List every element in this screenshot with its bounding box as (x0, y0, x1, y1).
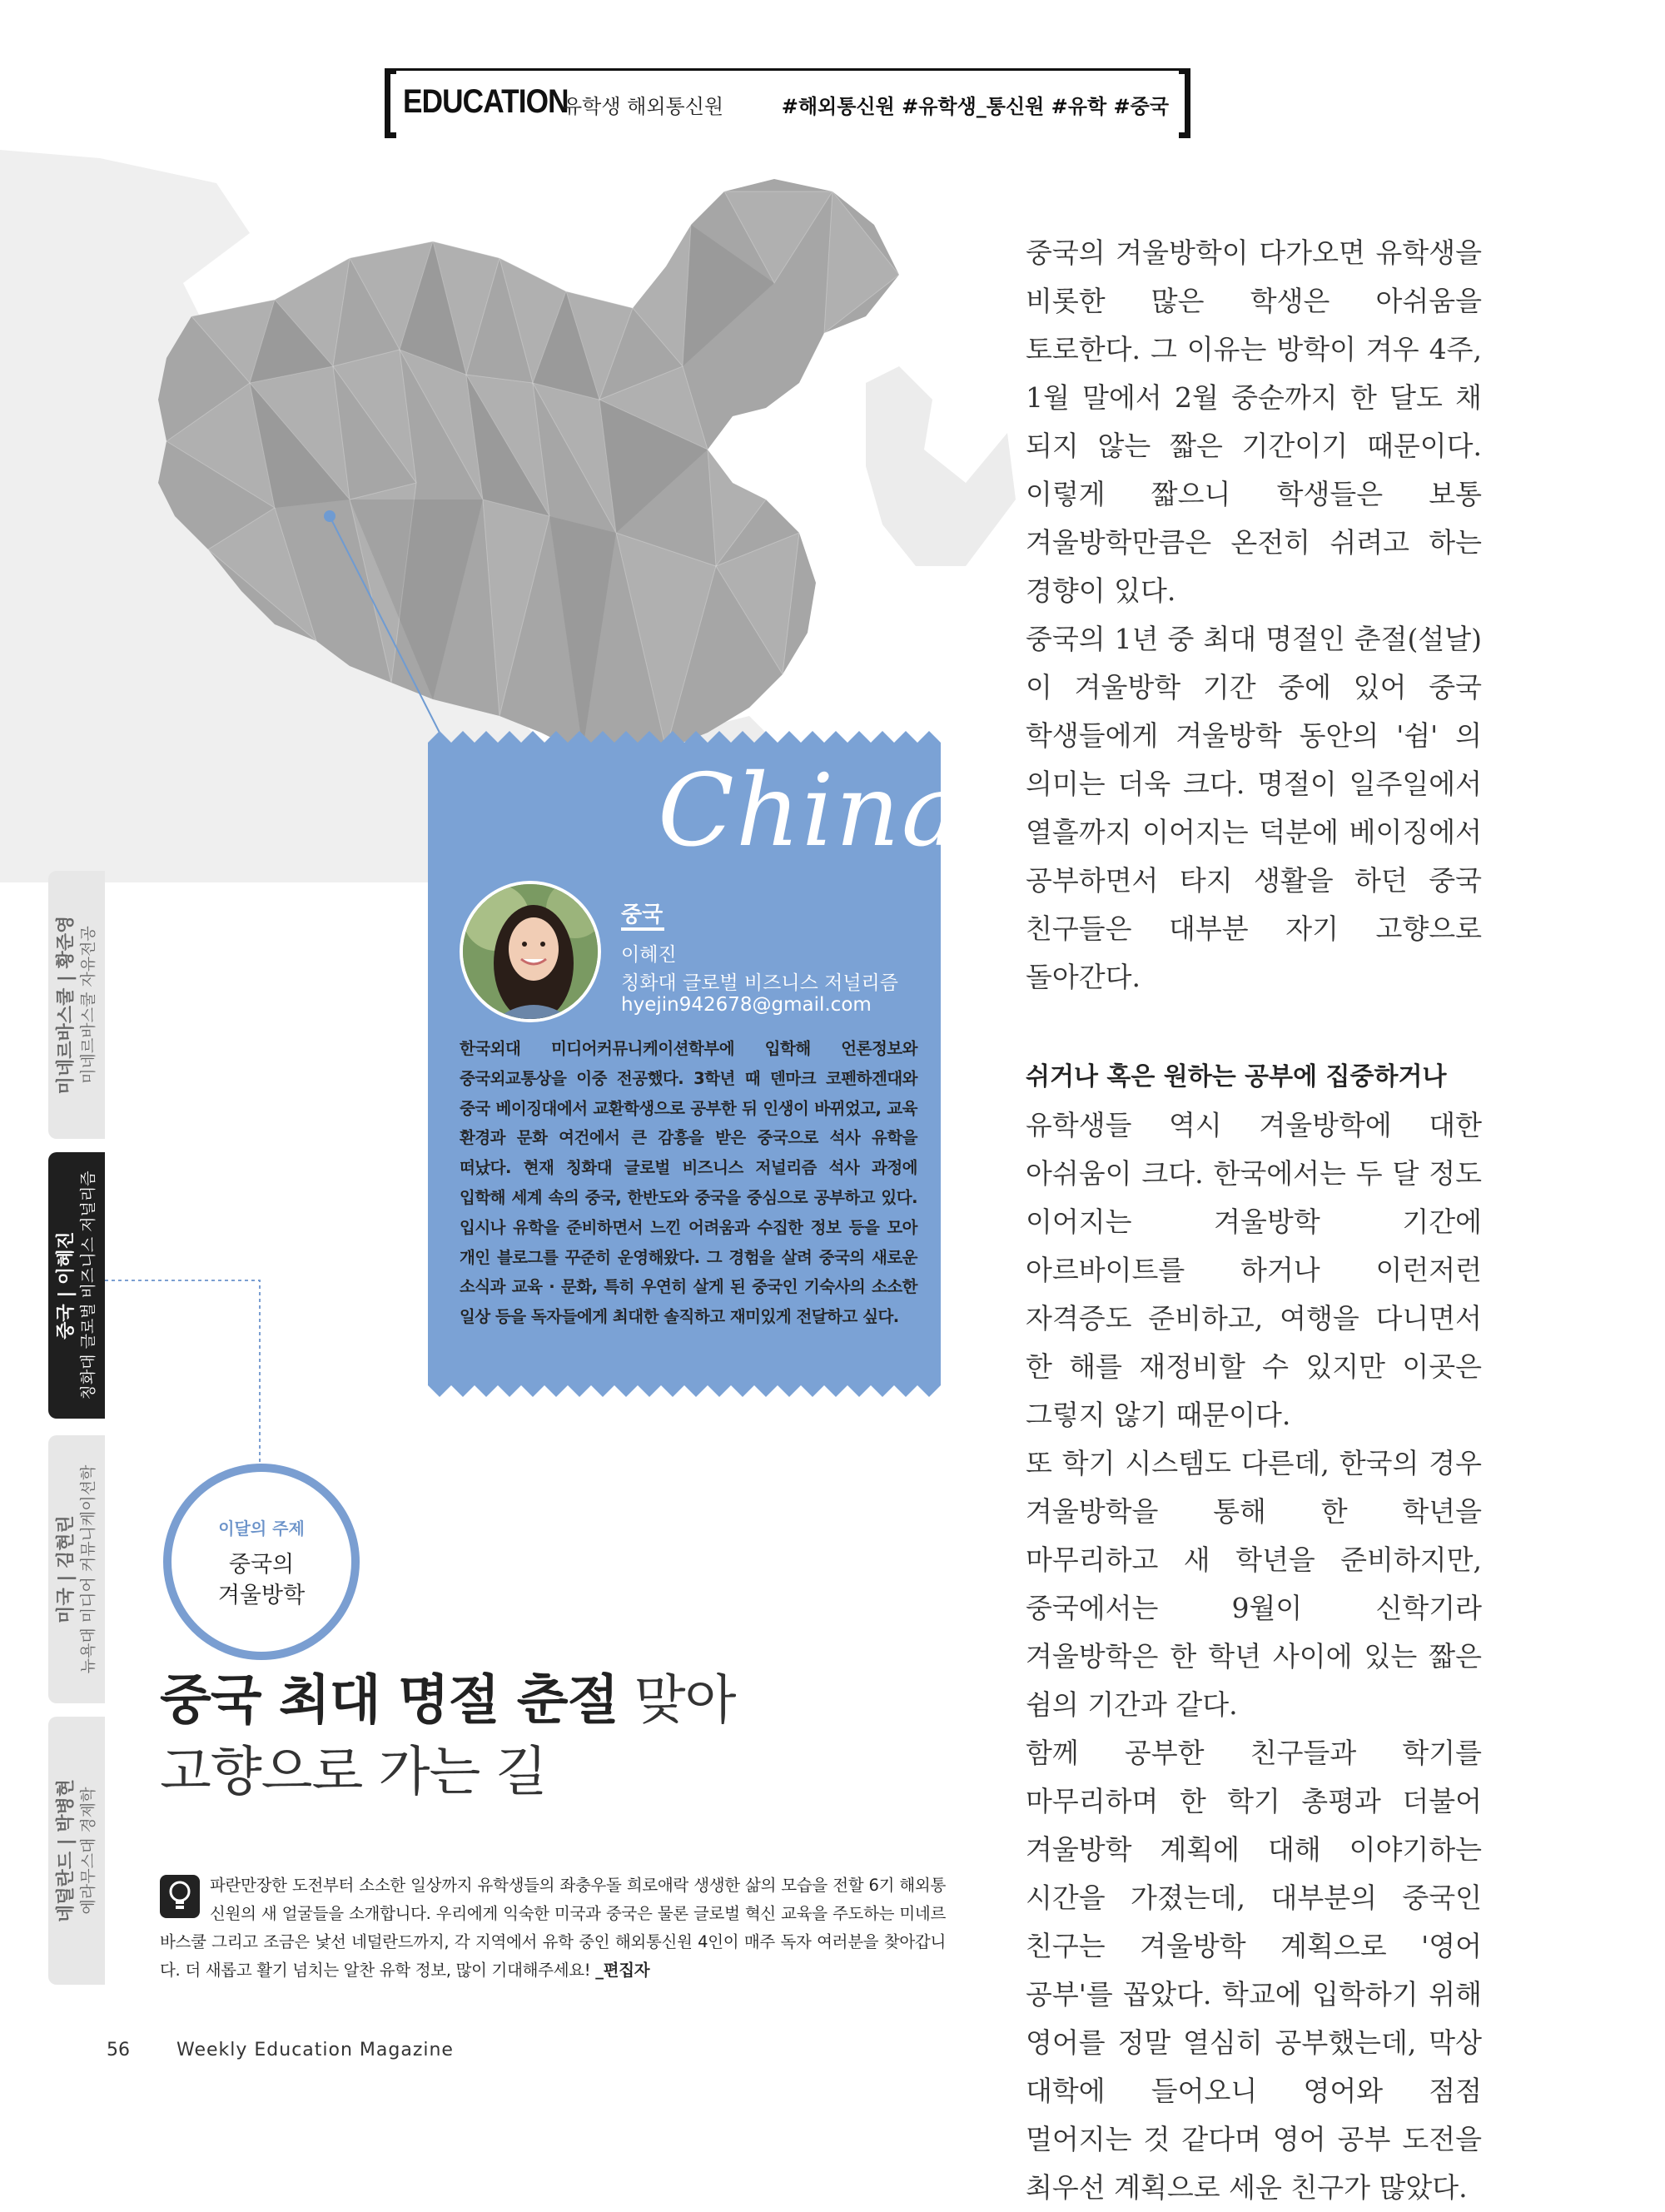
section-label: EDUCATION (403, 83, 569, 120)
bracket-right (1179, 68, 1190, 138)
side-tab-sub: 에라무스대 경제학 (79, 1787, 97, 1915)
headline-line2: 고향으로 가는 길 (160, 1742, 547, 1803)
intro-editor: _편집자 (595, 1961, 650, 1980)
side-tab-name: 네덜란드 | 박병현 (56, 1778, 77, 1923)
article-paragraph: 중국의 1년 중 최대 명절인 춘절(설날)이 겨울방학 기간 중에 있어 중국 학생들에게 겨울방학 동안의 '쉼' 의 의미는 더욱 크다. 명절이 일주일에서 열흘까지 이어지는 덕분에 베이징에서 공부하면서 타지 생활을 하던 중국 친구들은 대부분 자기 고향으로 돌아간다. (1026, 623, 1482, 993)
article-paragraph: 함께 공부한 친구들과 학기를 마무리하며 한 학기 총평과 더불어 겨울방학 계획에 대해 이야기하는 시간을 가졌는데, 대부분의 중국인 친구는 겨울방학 계획으로 '영어 공부'를 꼽았다. 학교에 입학하기 위해 영어를 정말 열심히 공부했는데, 막상 대학에 들어오니 영어와 점점 멀어지는 것 같다며 영어 공부 도전을 최우선 계획으로 세운 친구가 많았다. (1026, 1737, 1482, 2204)
bracket-left (385, 68, 396, 138)
section-header (385, 68, 1190, 138)
dotted-connector (105, 1274, 271, 1474)
intro-body: 파란만장한 도전부터 소소한 일상까지 유학생들의 좌충우돌 희로애락 생생한 삶의 모습을 전할 6기 해외통신원의 새 얼굴들을 소개합니다. 우리에게 익숙한 미국과 중국은 물론 글로벌 혁신 교육을 주도하는 미네르바스쿨 그리고 조금은 낯선 네덜란드까지, 각 지역에서 유학 중인 해외통신원 4인이 매주 독자 여러분을 찾아갑니다. 더 새롭고 활기 넘치는 알찬 유학 정보, 많이 기대해주세요! (160, 1876, 946, 1980)
profile-bio: 한국외대 미디어커뮤니케이션학부에 입학해 언론정보와 중국외교통상을 이중 전공했다. 3학년 때 덴마크 코펜하겐대와 중국 베이징대에서 교환학생으로 공부한 뒤 인생이 바뀌었고, 교육 환경과 문화 여건에서 큰 감흥을 받은 중국으로 석사 유학을 떠났다. 현재 칭화대 글로벌 비즈니스 저널리즘 석사 과정에 입학해 세계 속의 중국, 한반도와 중국을 중심으로 공부하고 있다. 입시나 유학을 준비하면서 느낀 어려움과 수집한 정보 등을 모아 개인 블로그를 꾸준히 운영해왔다. 그 경험을 살려 중국의 새로운 소식과 교육 · 문화, 특히 우연히 살게 된 중국인 기숙사의 소소한 일상 등을 독자들에게 최대한 솔직하고 재미있게 전달하고 싶다. (460, 1039, 917, 1327)
profile-school: 칭화대 글로벌 비즈니스 저널리즘 (621, 972, 898, 994)
article-body (1026, 229, 1482, 2212)
topic-line2: 겨울방학 (217, 1583, 306, 1608)
intro-text (160, 1872, 946, 1985)
hashtags: #해외통신원 #유학생_통신원 #유학 #중국 (781, 95, 1169, 118)
section-subtitle: 유학생 해외통신원 (563, 95, 724, 118)
lightbulb-icon (160, 1875, 200, 1918)
profile-email[interactable]: hyejin942678@gmail.com (621, 994, 872, 1016)
magazine-name: Weekly Education Magazine (176, 2040, 454, 2060)
country-title: China (658, 753, 963, 869)
topic-line1: 중국의 (228, 1552, 295, 1578)
article-subheading: 쉬거나 혹은 원하는 공부에 집중하거나 (1026, 1062, 1447, 1091)
headline-bold: 중국 최대 명절 춘절 (160, 1670, 619, 1732)
side-tab-china[interactable] (48, 1152, 105, 1419)
page-number: 56 (107, 2040, 130, 2060)
side-tab-sub: 칭화대 글로벌 비즈니스 저널리즘 (79, 1171, 97, 1400)
profile-photo (460, 881, 601, 1022)
header-rule (385, 68, 1190, 71)
side-tab-minerva[interactable] (48, 871, 105, 1139)
topic-label: 이달의 주제 (218, 1519, 305, 1538)
article-paragraph: 유학생들 역시 겨울방학에 대한 아쉬움이 크다. 한국에서는 두 달 정도 이어지는 겨울방학 기간에 아르바이트를 하거나 이런저런 자격증도 준비하고, 여행을 다니면서 한 해를 재정비할 수 있지만 이곳은 그렇지 않기 때문이다. (1026, 1109, 1482, 1431)
korea-japan-land (866, 366, 1016, 566)
side-tab-sub: 뉴욕대 미디어 커뮤니케이션학 (79, 1464, 97, 1674)
country-underline (621, 927, 664, 931)
side-tab-name: 미국 | 김현린 (56, 1515, 77, 1623)
profile-name: 이혜진 (621, 944, 677, 966)
headline-light: 맞아 (618, 1670, 736, 1732)
article-paragraph: 중국의 겨울방학이 다가오면 유학생을 비롯한 많은 학생은 아쉬움을 토로한다. 그 이유는 방학이 겨우 4주, 1월 말에서 2월 중순까지 한 달도 채 되지 않는 짧은 기간이기 때문이다. 이렇게 짧으니 학생들은 보통 겨울방학만큼은 온전히 쉬려고 하는 경향이 있다. (1026, 236, 1482, 607)
side-tab-name: 미네르바스쿨 | 황준영 (56, 915, 77, 1095)
side-tab-netherlands[interactable] (48, 1717, 105, 1985)
headline (160, 1665, 735, 1808)
topic-badge (163, 1464, 360, 1660)
side-tab-sub: 미네르바스쿨 자유전공 (79, 926, 97, 1084)
side-tab-name: 중국 | 이혜진 (56, 1231, 77, 1340)
article-paragraph: 또 학기 시스템도 다른데, 한국의 경우 겨울방학을 통해 한 학년을 마무리하고 새 학년을 준비하지만, 중국에서는 9월이 신학기라 겨울방학은 한 학년 사이에 있는 짧은 쉼의 기간과 같다. (1026, 1447, 1482, 1721)
profile-country: 중국 (621, 902, 664, 927)
side-tab-usa[interactable] (48, 1435, 105, 1703)
